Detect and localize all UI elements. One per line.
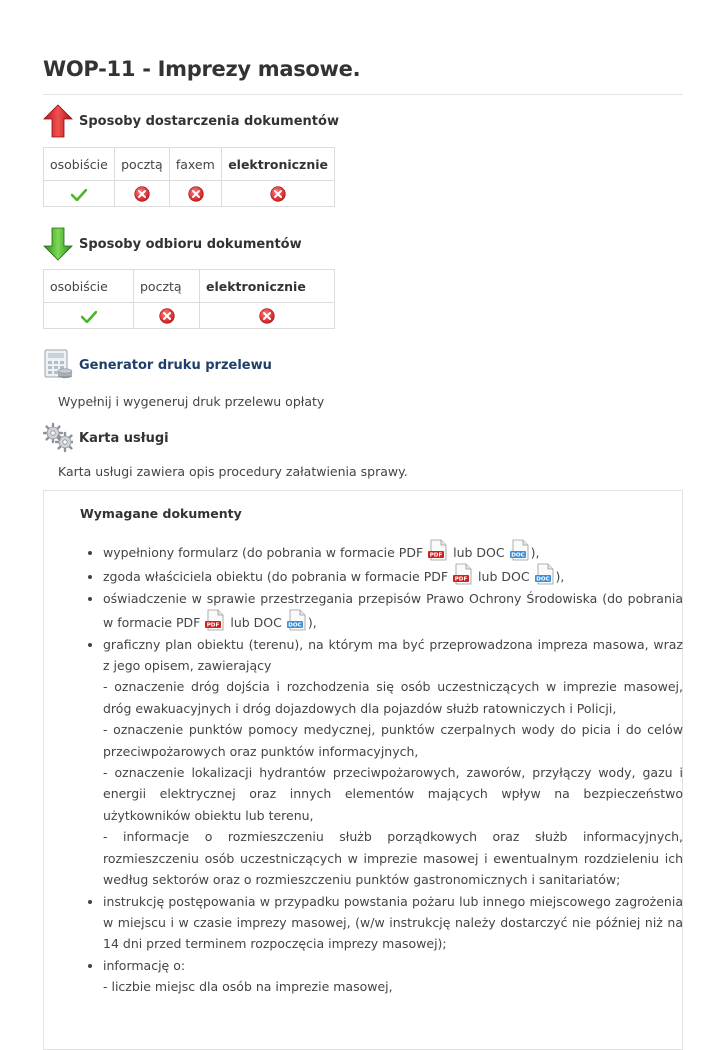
receipt-section-header xyxy=(43,227,302,261)
delivery-elektronicznie-status xyxy=(222,181,335,207)
list-item: • wypełniony formularz (do pobrania w formacie PDF PDF lub DOC DOC ), xyxy=(103,539,683,563)
list-item: • oświadczenie w sprawie przestrzegania przepisów Prawo Ochrony Środowiska (do pobrania w formacie PDF PDF lub DOC DOC ), xyxy=(103,588,683,634)
delivery-col-osobiscie: osobiście xyxy=(44,148,115,181)
cross-icon xyxy=(259,308,275,324)
pdf-file-icon xyxy=(453,563,473,585)
arrow-up-red-icon xyxy=(43,104,73,138)
doc-file-link[interactable] xyxy=(509,545,531,560)
list-subitem: - oznaczenie lokalizacji hydrantów przeciwpożarowych, zaworów, przyłączy wody, gazu i energii elektrycznej oraz innych elementów mających wpływ na bezpieczeństwo użytkowników obiektu lub terenu, xyxy=(103,765,683,823)
arrow-down-green-icon xyxy=(43,227,73,261)
delivery-poczta-status xyxy=(115,181,170,207)
required-documents-list xyxy=(84,539,683,998)
pdf-file-icon xyxy=(205,609,225,631)
calculator-icon xyxy=(43,348,73,382)
pdf-file-link[interactable] xyxy=(204,615,226,630)
receipt-heading: Sposoby odbioru dokumentów xyxy=(79,236,302,252)
list-subitem: - oznaczenie punktów pomocy medycznej, punktów czerpalnych wody do picia i do celów przeciwpożarowych oraz punktów informacyjnych, xyxy=(103,722,683,759)
list-subitem: - informacje o rozmieszczeniu służb porządkowych oraz służb informacyjnych, rozmieszczeniu osób uczestniczących w imprezie masowej i ewentualnym rozdzieleniu ich według sektorów oraz o rozmieszczeniu punktów gastronomicznych i sanitariatów; xyxy=(103,829,683,888)
list-item: • instrukcję postępowania w przypadku powstania pożaru lub innego miejscowego zagrożenia w miejscu i w czasie imprezy masowej, (w/w instrukcję należy dostarczyć nie później niż na 14 dni przed terminem rozpoczęcia imprezy masowej); xyxy=(103,891,683,955)
required-documents-panel xyxy=(43,490,683,1050)
doc-file-icon xyxy=(287,609,307,631)
list-subitem: - oznaczenie dróg dojścia i rozchodzenia się osób uczestniczących w imprezie masowej, dróg ewakuacyjnych i dróg dojazdowych dla pojazdów służb ratowniczych i Policji, xyxy=(103,679,683,716)
service-card-heading: Karta usługi xyxy=(79,430,169,446)
delivery-heading: Sposoby dostarczenia dokumentów xyxy=(79,113,339,129)
pdf-file-link[interactable] xyxy=(452,569,474,584)
delivery-section-header xyxy=(43,104,339,138)
receipt-col-osobiscie: osobiście xyxy=(44,270,134,303)
doc-file-icon xyxy=(510,539,530,561)
list-item: • graficzny plan obiektu (terenu), na którym ma być przeprowadzona impreza masowa, wraz z jego opisem, zawierający - oznaczenie dróg dojścia i rozchodzenia się osób uczestniczących w imprezie masowej, dróg ewakuacyjnych i dróg dojazdowych dla pojazdów służb ratowniczych i Policji, - oznaczenie punktów pomocy medycznej, punktów czerpalnych wody do picia i do celów przeciwpożarowych oraz punktów informacyjnych, - oznaczenie lokalizacji hydrantów przeciwpożarowych, zaworów, przyłączy wody, gazu i energii elektrycznej oraz innych elementów mających wpływ na bezpieczeństwo użytkowników obiektu lub terenu, - informacje o rozmieszczeniu służb porządkowych oraz służb informacyjnych, rozmieszczeniu osób uczestniczących w imprezie masowej i ewentualnym rozdzieleniu ich według sektorów oraz o rozmieszczeniu punktów gastronomicznych i sanitariatów; xyxy=(103,634,683,891)
receipt-osobiscie-status xyxy=(44,303,134,329)
doc-badge: DOC xyxy=(535,577,550,584)
delivery-faxem-status xyxy=(169,181,221,207)
service-card-description: Karta usługi zawiera opis procedury załatwienia sprawy. xyxy=(58,464,408,479)
cross-icon xyxy=(270,186,286,202)
cross-icon xyxy=(134,186,150,202)
delivery-osobiscie-status xyxy=(44,181,115,207)
title-divider xyxy=(43,94,683,95)
pdf-file-icon xyxy=(428,539,448,561)
receipt-col-elektronicznie: elektronicznie xyxy=(200,270,335,303)
delivery-col-poczta: pocztą xyxy=(115,148,170,181)
delivery-methods-table xyxy=(43,147,335,207)
page-title: WOP-11 - Imprezy masowe. xyxy=(43,57,361,81)
cross-icon xyxy=(188,186,204,202)
list-item: • zgoda właściciela obiektu (do pobrania w formacie PDF PDF lub DOC DOC ), xyxy=(103,563,683,587)
doc-file-link[interactable] xyxy=(286,615,308,630)
delivery-col-faxem: faxem xyxy=(169,148,221,181)
generator-description: Wypełnij i wygeneruj druk przelewu opłaty xyxy=(58,394,325,409)
check-icon xyxy=(81,311,97,323)
generator-link[interactable]: Generator druku przelewu xyxy=(79,357,272,373)
gears-icon xyxy=(43,421,73,455)
cross-icon xyxy=(159,308,175,324)
doc-badge: DOC xyxy=(288,622,302,629)
required-documents-heading: Wymagane dokumenty xyxy=(80,506,242,521)
doc-file-icon xyxy=(535,563,555,585)
receipt-elektronicznie-status xyxy=(200,303,335,329)
receipt-poczta-status xyxy=(134,303,200,329)
generator-section-header xyxy=(43,348,272,382)
list-subitem: - liczbie miejsc dla osób na imprezie masowej, xyxy=(103,979,393,995)
doc-file-link[interactable] xyxy=(534,569,556,584)
service-card-section-header xyxy=(43,421,169,455)
check-icon xyxy=(71,189,87,201)
list-item: • informację o: - liczbie miejsc dla osób na imprezie masowej, xyxy=(103,955,683,998)
pdf-file-link[interactable] xyxy=(427,545,449,560)
receipt-methods-table xyxy=(43,269,335,329)
pdf-badge: PDF xyxy=(454,577,468,584)
delivery-col-elektronicznie: elektronicznie xyxy=(222,148,335,181)
pdf-badge: PDF xyxy=(429,552,443,559)
doc-badge: DOC xyxy=(510,552,525,559)
receipt-col-poczta: pocztą xyxy=(134,270,200,303)
pdf-badge: PDF xyxy=(207,622,220,629)
